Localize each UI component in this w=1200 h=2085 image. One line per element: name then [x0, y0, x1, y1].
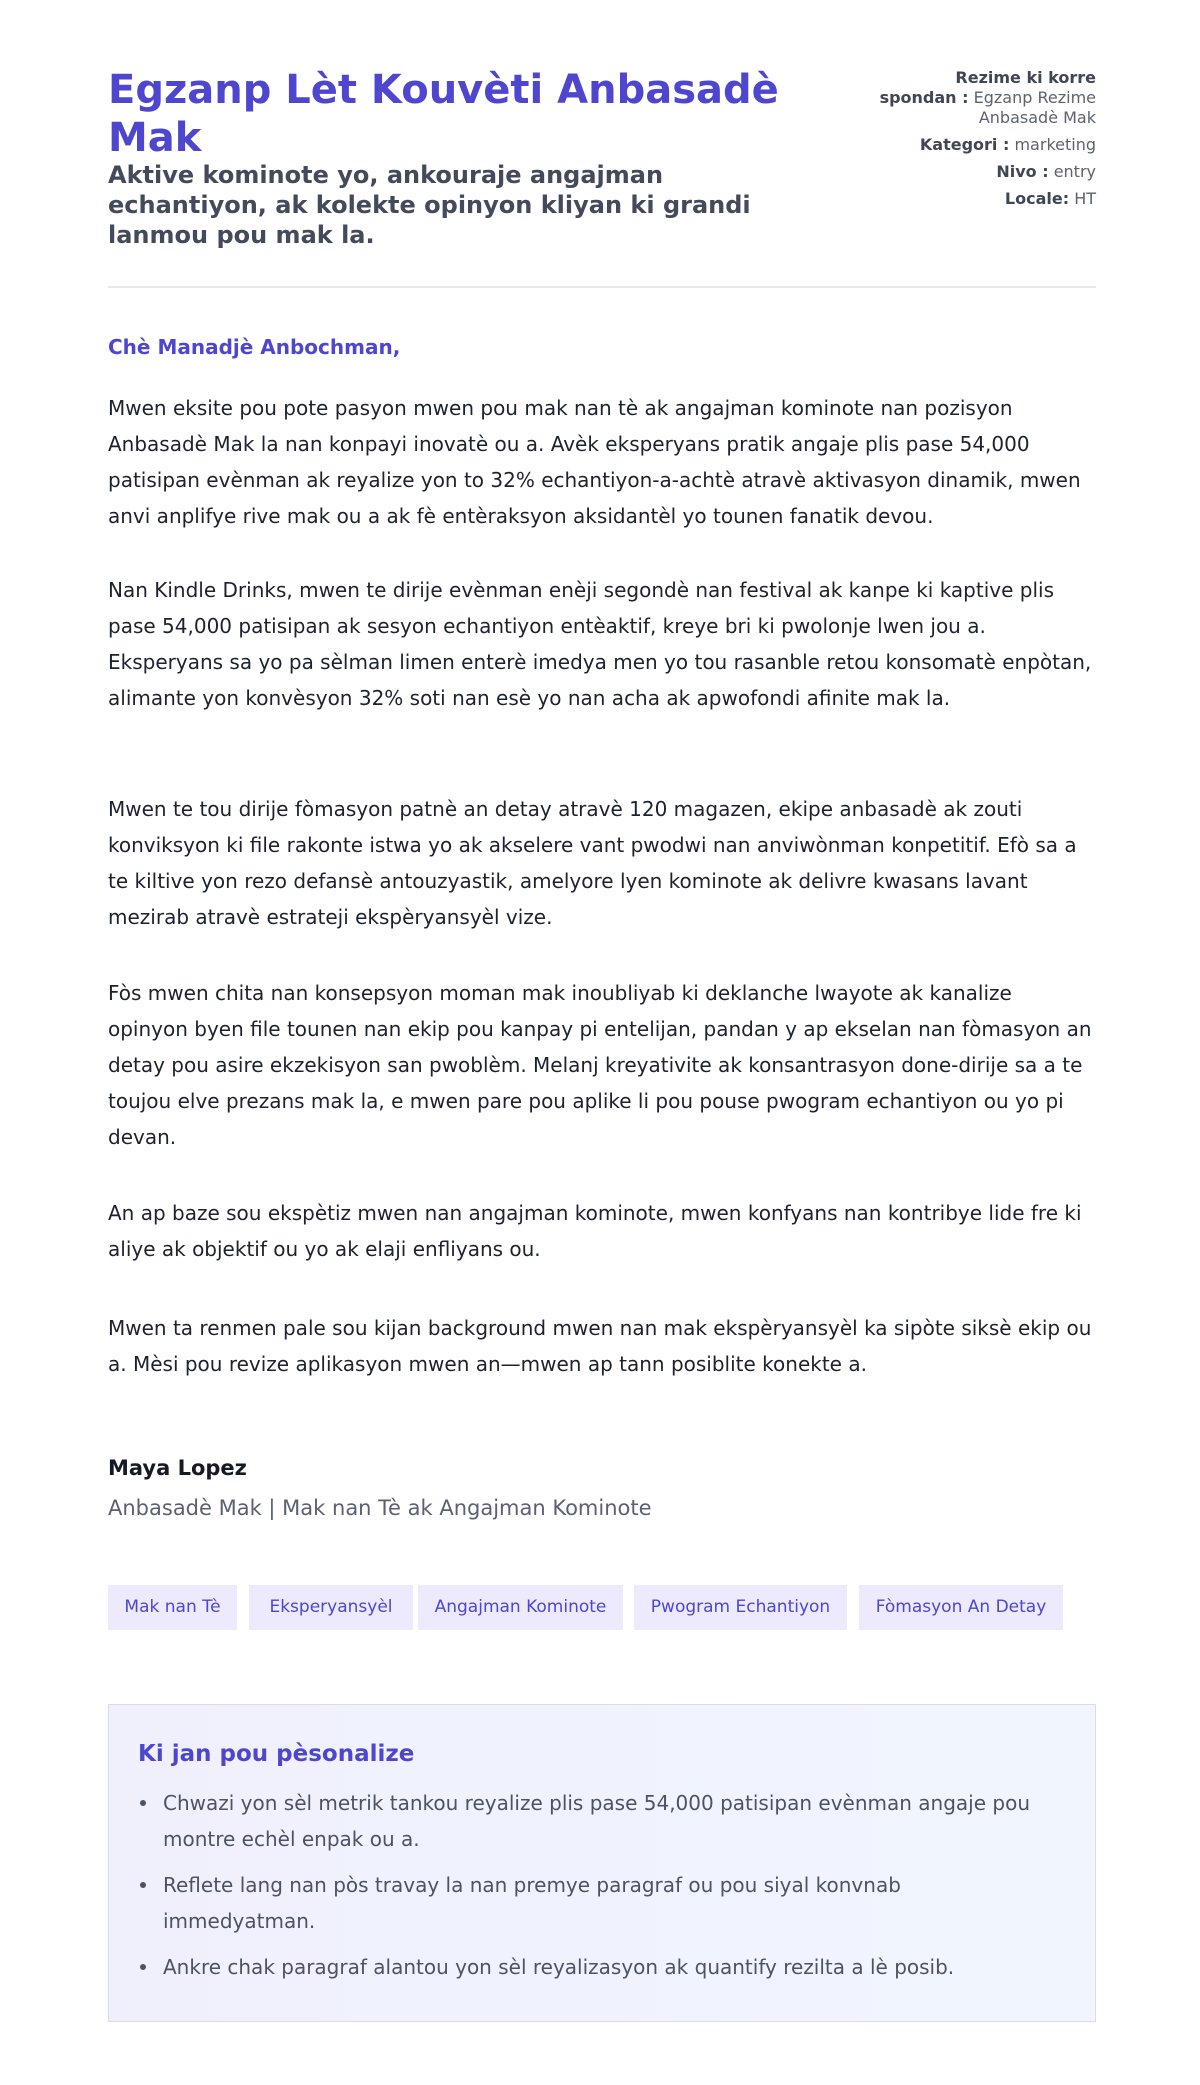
letter-paragraph-2: Nan Kindle Drinks, mwen te dirije evènman enèji segondè nan festival ak kanpe ki kaptive plis pase 54,000 patisipan ak sesyon echantiyon entèaktif, kreye bri ki pwolonje lwen jou a. Eksperyans sa yo pa sèlman limen enterè imedya men yo tou rasanble retou konsomatè enpòtan, alimante yon konvèsyon 32% soti nan esè yo nan acha ak apwofondi afinite mak la. — [108, 578, 1092, 710]
meta-summary-value-line-1: Egzanp Rezime — [973, 88, 1096, 107]
tag-eksperyansyel: Eksperyansyèl — [249, 1585, 413, 1630]
tag-angajman-kominote: Angajman Kominote — [418, 1585, 623, 1630]
letter-paragraph-6: Mwen ta renmen pale sou kijan background mwen nan mak ekspèryansyèl ka sipòte siksè ekip ou a. Mèsi pou revize aplikasyon mwen an—mwen ap tann posiblite konekte a. — [108, 1316, 1092, 1376]
meta-summary-key-line-1: Rezime ki korre — [955, 68, 1096, 87]
meta-level-value: entry — [1053, 162, 1096, 181]
letter-paragraph-5: An ap baze sou ekspètiz mwen nan angajman kominote, mwen konfyans nan kontribye lide fre ki aliye ak objektif ou yo ak elaji enfliyans ou. — [108, 1201, 1082, 1261]
letter-greeting: Chè Manadjè Anbochman, — [108, 335, 401, 359]
meta-category-value: marketing — [1014, 135, 1096, 154]
meta-locale-value: HT — [1074, 189, 1096, 208]
bullet-icon — [140, 1800, 146, 1806]
meta-level-row — [816, 162, 1096, 182]
signature-name: Maya Lopez — [108, 1456, 247, 1480]
meta-panel — [816, 68, 1096, 209]
tips-item-text: Reflete lang nan pòs travay la nan premye paragraf ou pou siyal konvnab immedyatman. — [163, 1873, 901, 1933]
meta-category-key: Kategori : — [919, 135, 1010, 154]
meta-level-key: Nivo : — [996, 162, 1049, 181]
tips-list-item — [163, 1867, 1043, 1939]
tips-title: Ki jan pou pèsonalize — [138, 1741, 415, 1767]
meta-locale-row — [816, 189, 1096, 209]
letter-paragraph-4: Fòs mwen chita nan konsepsyon moman mak inoubliyab ki deklanche lwayote ak kanalize opinyon byen file tounen nan ekip pou kanpay pi entelijan, pandan y ap ekselan nan fòmasyon an detay pou asire ekzekisyon san pwoblèm. Melanj kreyativite ak konsantrasyon done-dirije sa a te toujou elve prezans mak la, e mwen pare pou aplike li pou pouse pwogram echantiyon ou yo pi devan. — [108, 981, 1092, 1149]
meta-category-row — [816, 135, 1096, 155]
meta-summary-row-3 — [816, 108, 1096, 128]
tips-list-item — [163, 1949, 1043, 1985]
meta-summary-row-1 — [816, 68, 1096, 88]
header — [108, 66, 1096, 288]
bullet-icon — [140, 1882, 146, 1888]
tag-fomasyon-an-detay: Fòmasyon An Detay — [859, 1585, 1063, 1630]
letter-paragraph-1: Mwen eksite pou pote pasyon mwen pou mak nan tè ak angajman kominote nan pozisyon Anbasadè Mak la nan konpayi inovatè ou a. Avèk eksperyans pratik angaje plis pase 54,000 patisipan evènman ak reyalize yon to 32% echantiyon-a-achtè atravè aktivasyon dinamik, mwen anvi anplifye rive mak ou a ak fè entèraksyon aksidantèl yo tounen fanatik devou. — [108, 396, 1081, 528]
tips-item-text: Ankre chak paragraf alantou yon sèl reyalizasyon ak quantify rezilta a lè posib. — [163, 1955, 955, 1979]
signature-title: Anbasadè Mak | Mak nan Tè ak Angajman Kominote — [108, 1496, 652, 1520]
tips-list — [109, 1785, 1043, 1985]
meta-summary-key-line-2: spondan : — [879, 88, 969, 107]
personalize-tips-box — [108, 1704, 1096, 2022]
tips-item-text: Chwazi yon sèl metrik tankou reyalize plis pase 54,000 patisipan evènman angaje pou montre echèl enpak ou a. — [163, 1791, 1030, 1851]
meta-locale-key: Locale: — [1004, 189, 1070, 208]
page-title: Egzanp Lèt Kouvèti Anbasadè Mak — [108, 67, 779, 161]
bullet-icon — [140, 1964, 146, 1970]
page-subtitle: Aktive kominote yo, ankouraje angajman echantiyon, ak kolekte opinyon kliyan ki grandi lanmou pou mak la. — [108, 161, 751, 249]
tag-pwogram-echantiyon: Pwogram Echantiyon — [634, 1585, 847, 1630]
letter-paragraph-3: Mwen te tou dirije fòmasyon patnè an detay atravè 120 magazen, ekipe anbasadè ak zouti konviksyon ki file rakonte istwa yo ak akselere vant pwodwi nan anviwònman konpetitif. Efò sa a te kiltive yon rezo defansè antouzyastik, amelyore lyen kominote ak delivre kwasans lavant mezirab atravè estrateji ekspèryansyèl vize. — [108, 797, 1077, 929]
meta-summary-row-2 — [816, 88, 1096, 108]
tag-mak-nan-te: Mak nan Tè — [108, 1585, 237, 1630]
meta-summary-value-line-2: Anbasadè Mak — [978, 108, 1096, 127]
tips-list-item — [163, 1785, 1043, 1857]
